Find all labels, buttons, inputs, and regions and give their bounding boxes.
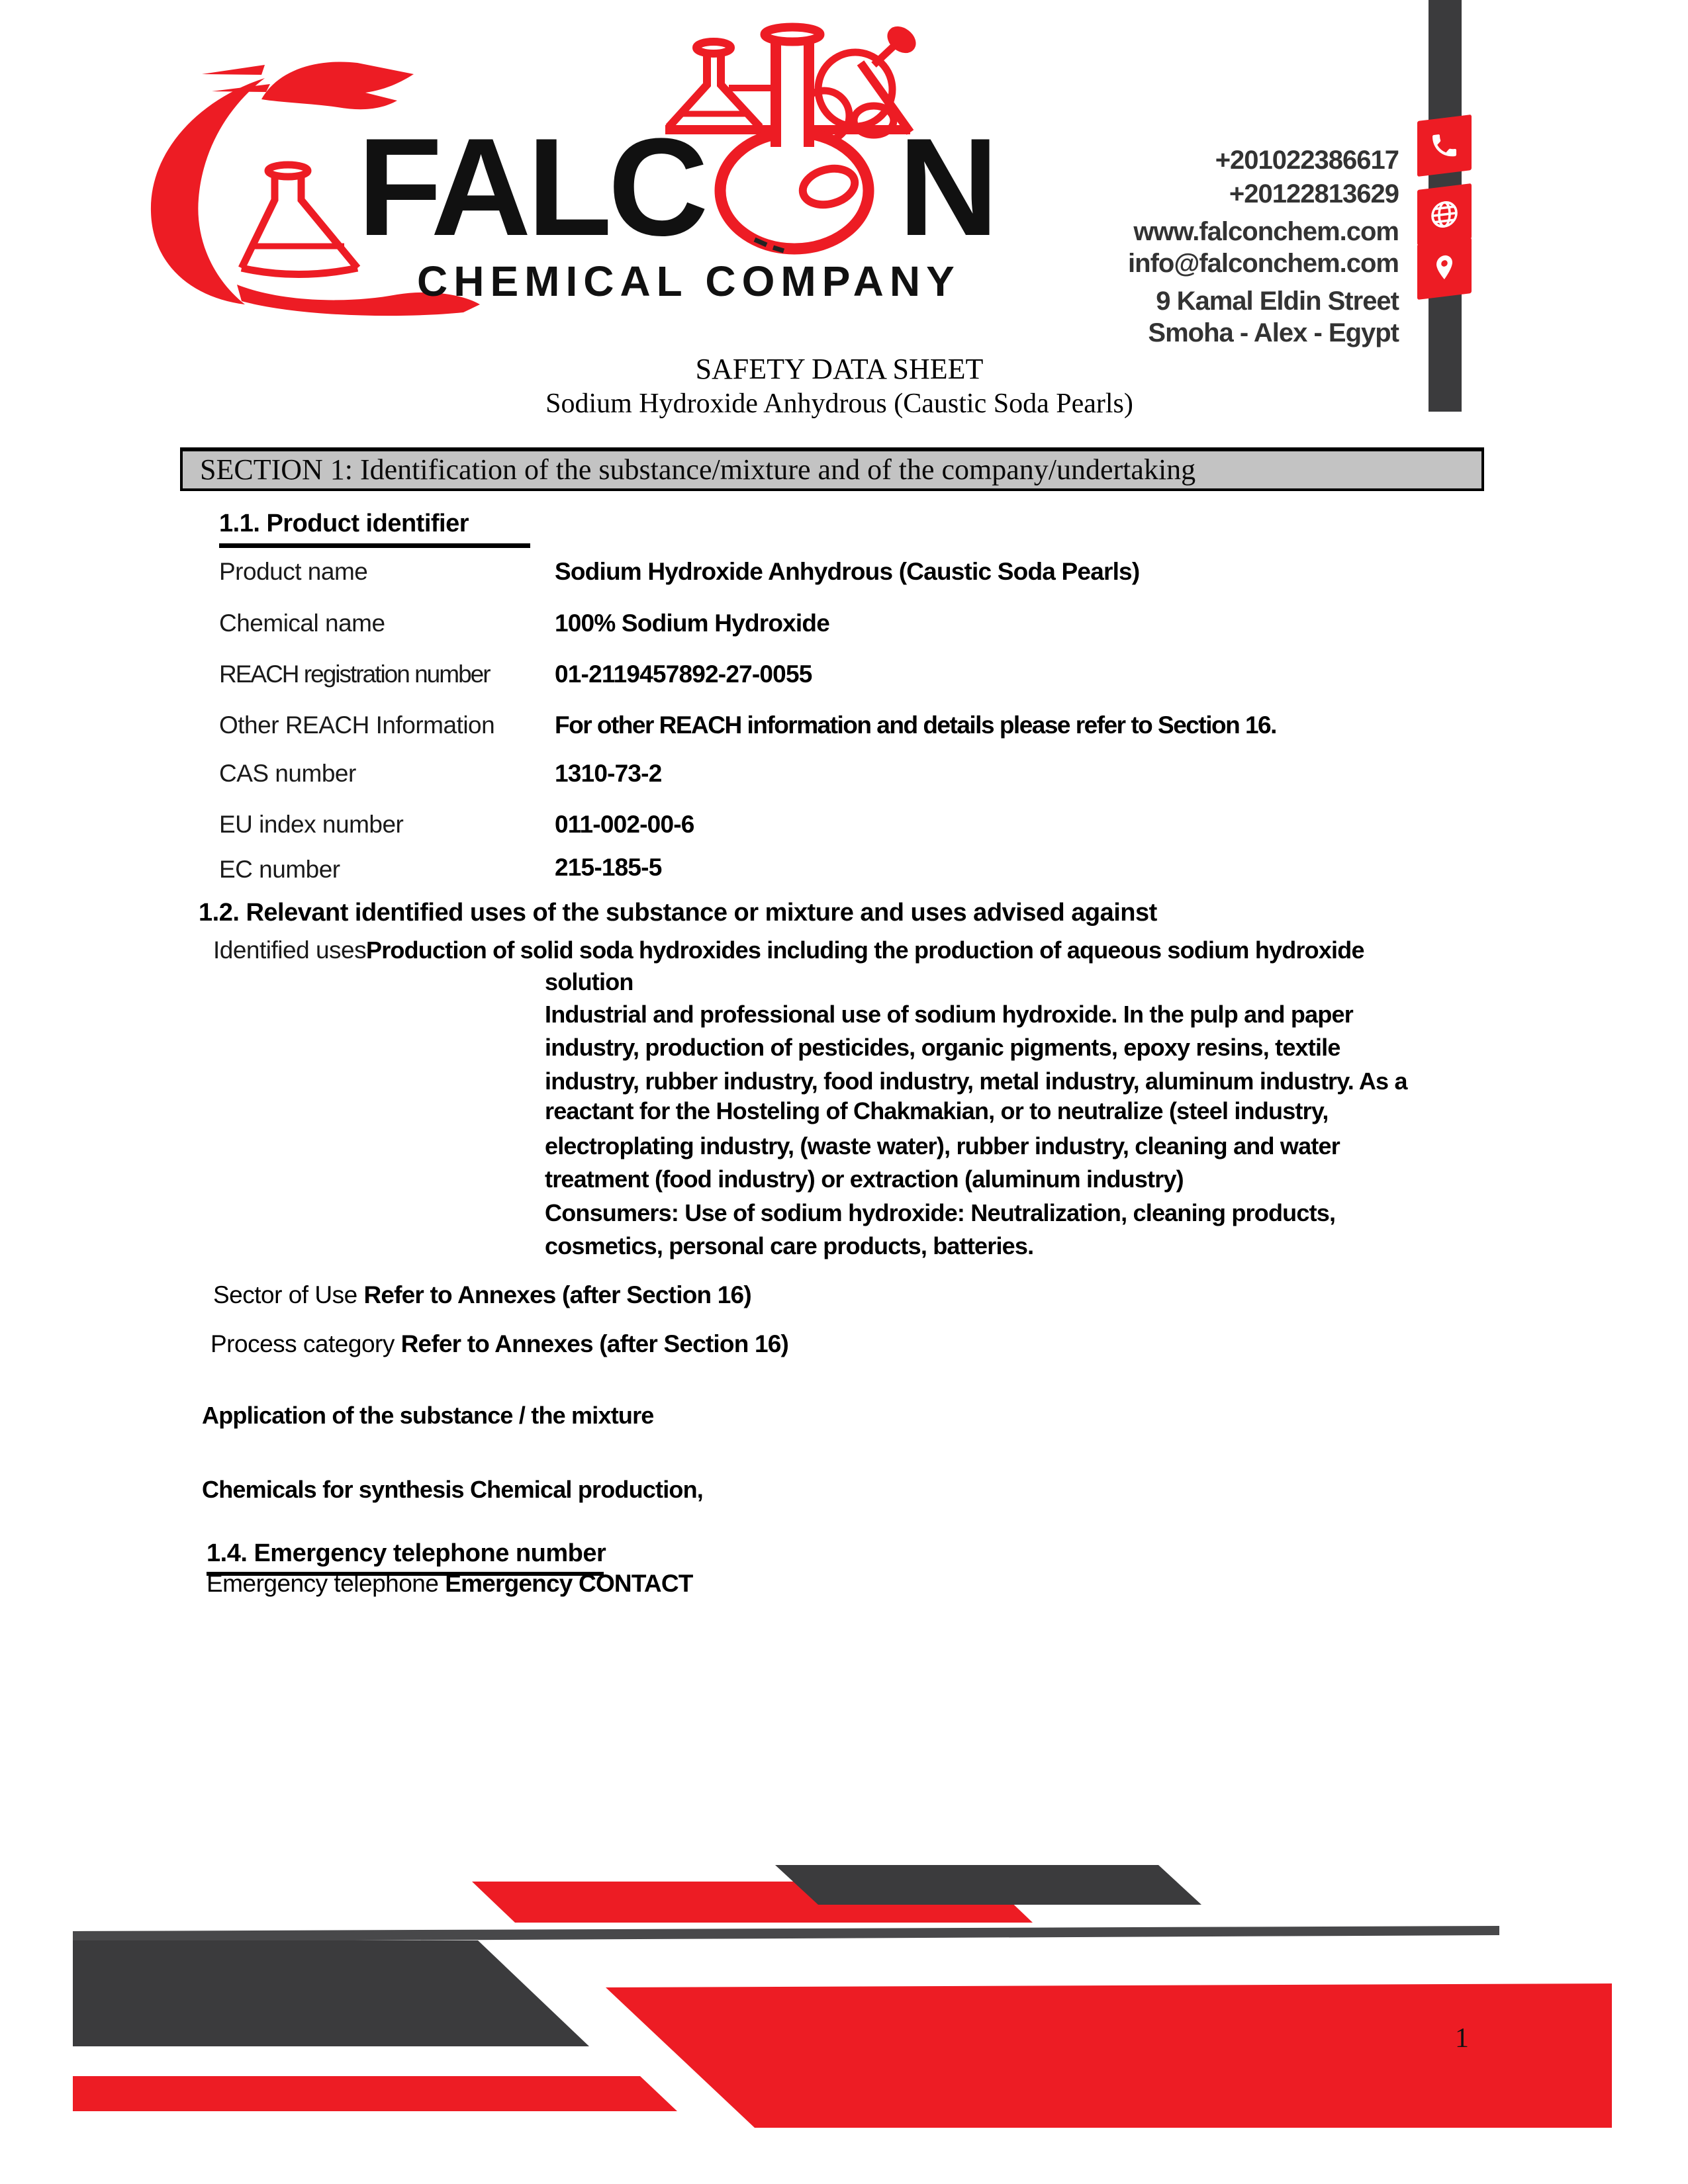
brand-text-right: N <box>898 109 995 265</box>
uses-paragraph-line: solution <box>545 968 633 995</box>
subsection-1-2-heading: 1.2. Relevant identified uses of the substance or mixture and uses advised against <box>199 899 1157 927</box>
contact-address-2: Smoha - Alex - Egypt <box>1148 318 1399 347</box>
section1-header <box>180 447 1484 491</box>
field-label-reach-number: REACH registration number <box>219 660 490 688</box>
doc-subtitle: Sodium Hydroxide Anhydrous (Caustic Soda Pearls) <box>545 388 1133 419</box>
contact-address-1: 9 Kamal Eldin Street <box>1156 287 1399 316</box>
footer-dark-stripe-top <box>775 1865 1201 1905</box>
field-value-chemical-name: 100% Sodium Hydroxide <box>555 610 829 637</box>
field-value-ec-number: 215-185-5 <box>555 854 662 881</box>
field-label-eu-index: EU index number <box>219 811 404 838</box>
footer-thin-line <box>73 1926 1499 1942</box>
emergency-telephone-label: Emergency telephone <box>207 1570 445 1597</box>
brand-text-left: FALC <box>357 109 705 265</box>
application-value: Chemicals for synthesis Chemical production, <box>202 1476 703 1503</box>
subsection-1-4-heading: 1.4. Emergency telephone number <box>207 1539 604 1576</box>
doc-title: SAFETY DATA SHEET <box>695 353 984 385</box>
field-label-cas-number: CAS number <box>219 760 356 787</box>
company-logo <box>99 7 1026 324</box>
section1-heading-text: SECTION 1: Identification of the substance/mixture and of the company/undertaking <box>200 453 1196 486</box>
uses-paragraph-line: industry, production of pesticides, organic pigments, epoxy resins, textile <box>545 1034 1340 1061</box>
emergency-telephone-line <box>207 1570 693 1598</box>
process-category-line <box>211 1330 788 1358</box>
field-value-eu-index: 011-002-00-6 <box>555 811 694 838</box>
phone-icon <box>1429 128 1460 163</box>
location-badge <box>1417 238 1472 300</box>
website-badge <box>1417 183 1472 246</box>
footer-red-parallelogram <box>606 1983 1612 2128</box>
subsection-1-1-heading: 1.1. Product identifier <box>219 510 530 548</box>
identified-uses-value: Production of solid soda hydroxides including the production of aqueous sodium hydroxide <box>366 936 1364 964</box>
field-value-cas-number: 1310-73-2 <box>555 760 662 787</box>
application-heading: Application of the substance / the mixture <box>202 1402 654 1429</box>
field-value-product-name: Sodium Hydroxide Anhydrous (Caustic Soda Pearls) <box>555 558 1140 585</box>
uses-paragraph-line: Industrial and professional use of sodium hydroxide. In the pulp and paper <box>545 1001 1353 1028</box>
contact-email: info@falconchem.com <box>1128 249 1399 278</box>
contact-phone-1: +201022386617 <box>1215 146 1399 175</box>
sector-of-use-line <box>213 1281 751 1309</box>
field-value-other-reach: For other REACH information and details please refer to Section 16. <box>555 711 1276 739</box>
uses-paragraph-line: electroplating industry, (waste water), rubber industry, cleaning and water <box>545 1132 1340 1160</box>
uses-paragraph-line: industry, rubber industry, food industry, metal industry, aluminum industry. As a <box>545 1068 1407 1095</box>
field-label-ec-number: EC number <box>219 856 340 883</box>
field-label-chemical-name: Chemical name <box>219 610 385 637</box>
globe-icon <box>1429 197 1460 232</box>
uses-paragraph-line: reactant for the Hosteling of Chakmakian, or to neutralize (steel industry, <box>545 1097 1329 1124</box>
sector-of-use-label: Sector of Use <box>213 1281 364 1308</box>
sector-of-use-value: Refer to Annexes (after Section 16) <box>363 1281 751 1308</box>
process-category-value: Refer to Annexes (after Section 16) <box>400 1330 789 1357</box>
contact-phone-2: +20122813629 <box>1229 179 1399 208</box>
footer-red-stripe-bottom <box>73 2076 677 2111</box>
emergency-telephone-value: Emergency CONTACT <box>445 1570 693 1597</box>
page-number: 1 <box>1455 2023 1469 2054</box>
field-label-product-name: Product name <box>219 558 368 585</box>
field-value-reach-number: 01-2119457892-27-0055 <box>555 660 812 688</box>
identified-uses-label: Identified uses <box>213 936 367 964</box>
uses-paragraph-line: cosmetics, personal care products, batteries. <box>545 1232 1034 1259</box>
contact-website: www.falconchem.com <box>1133 217 1399 246</box>
footer-dark-parallelogram <box>73 1940 589 2046</box>
round-bottom-flask-icon <box>720 27 868 251</box>
uses-paragraph-line: Consumers: Use of sodium hydroxide: Neutralization, cleaning products, <box>545 1199 1336 1226</box>
location-pin-icon <box>1429 251 1460 287</box>
footer-decoration <box>0 1787 1688 2184</box>
brand-tagline: CHEMICAL COMPANY <box>417 257 961 305</box>
uses-paragraph-line: treatment (food industry) or extraction (aluminum industry) <box>545 1165 1184 1193</box>
process-category-label: Process category <box>211 1330 401 1357</box>
phone-badge <box>1417 114 1472 177</box>
field-label-other-reach: Other REACH Information <box>219 711 495 739</box>
